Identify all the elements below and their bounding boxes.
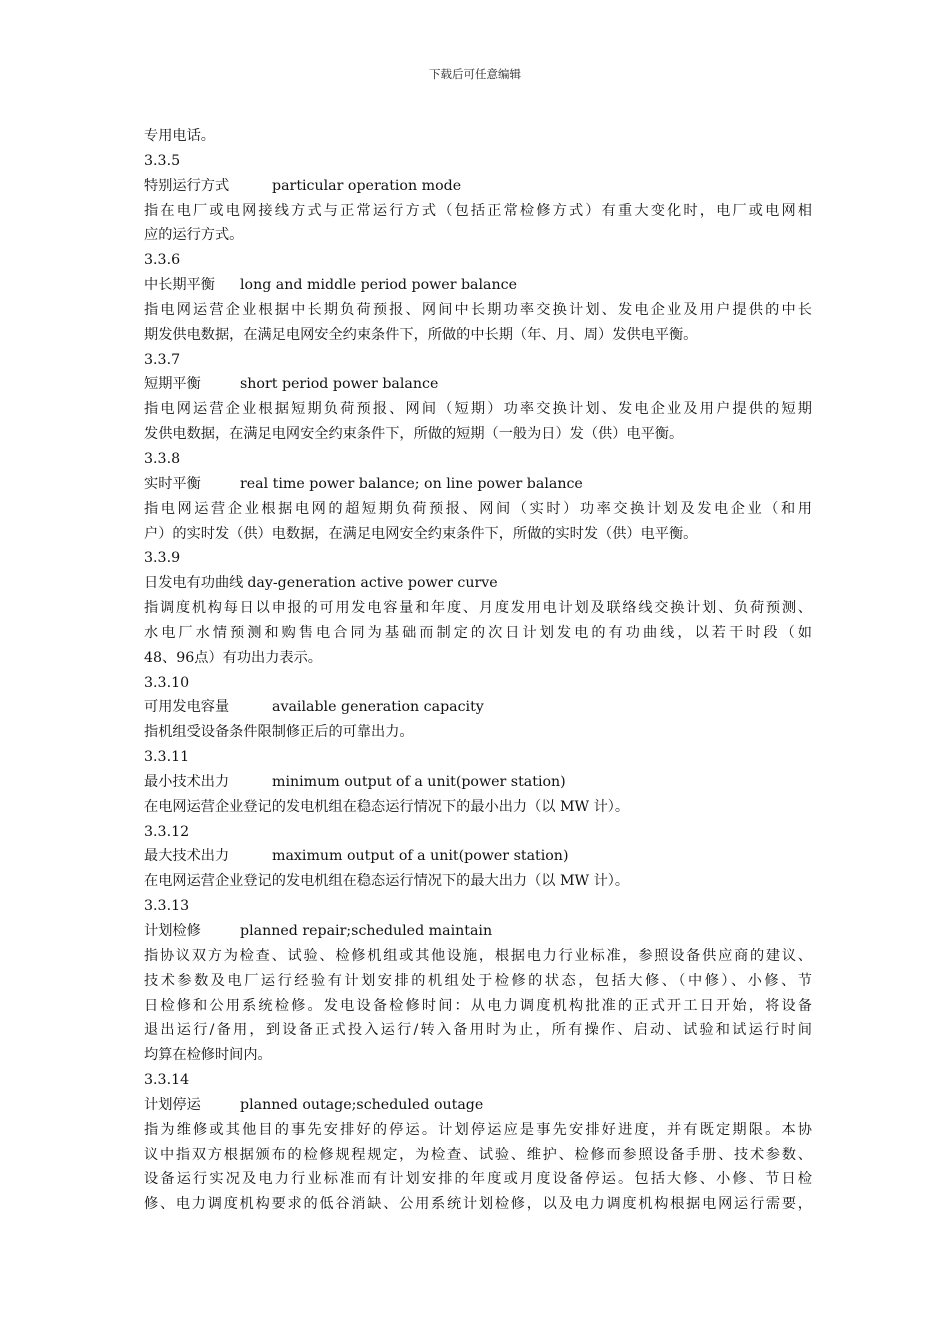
term-entry	[144, 348, 812, 447]
term-chinese: 实时平衡	[144, 475, 201, 492]
term-chinese: 最小技术出力	[144, 773, 230, 790]
term-entry	[144, 546, 812, 670]
definition-line: 指在电厂或电网接线方式与正常运行方式（包括正常检修方式）有重大变化时，电厂或电网相	[144, 202, 812, 219]
clause-number: 3.3.12	[144, 823, 190, 840]
definition-line: 在电网运营企业登记的发电机组在稳态运行情况下的最大出力（以 MW 计）。	[144, 873, 630, 890]
definition-line: 指协议双方为检查、试验、检修机组或其他设施，根据电力行业标准，参照设备供应商的建议、	[144, 947, 812, 964]
term-entry	[144, 447, 812, 546]
term-line	[144, 472, 812, 497]
clause-number: 3.3.14	[144, 1072, 190, 1089]
term-english: short period power balance	[240, 376, 439, 393]
clause-number: 3.3.9	[144, 550, 181, 567]
term-line	[144, 919, 812, 944]
definition-line: 指为维修或其他目的事先安排好的停运。计划停运应是事先安排好进度，并有既定期限。本协	[144, 1121, 812, 1138]
definition-line: 在电网运营企业登记的发电机组在稳态运行情况下的最小出力（以 MW 计）。	[144, 798, 630, 815]
term-english: day-generation active power curve	[247, 575, 498, 592]
term-english: minimum output of a unit(power station)	[272, 773, 566, 790]
clause-number: 3.3.13	[144, 898, 190, 915]
term-chinese: 中长期平衡	[144, 277, 215, 294]
term-chinese: 特别运行方式	[144, 177, 230, 194]
term-entry	[144, 820, 812, 895]
term-english: planned repair;scheduled maintain	[240, 923, 493, 939]
term-chinese: 日发电有功曲线	[144, 575, 244, 592]
definition-line: 指调度机构每日以申报的可用发电容量和年度、月度发用电计划及联络线交换计划、负荷预测、	[144, 600, 812, 617]
term-line	[144, 770, 812, 795]
definition-line: 技术参数及电厂运行经验有计划安排的机组处于检修的状态，包括大修、（中修）、小修、节	[144, 972, 812, 989]
term-line	[144, 695, 812, 720]
definition-line: 退出运行/备用，到设备正式投入运行/转入备用时为止，所有操作、启动、试验和试运行时间	[144, 1022, 812, 1039]
term-line	[144, 844, 812, 869]
term-english: available generation capacity	[272, 699, 484, 716]
term-chinese: 短期平衡	[144, 376, 201, 393]
definition-line: 修、电力调度机构要求的低谷消缺、公用系统计划检修，以及电力调度机构根据电网运行需要，	[144, 1196, 812, 1213]
definition-line: 设备运行实况及电力行业标准而有计划安排的年度或月度设备停运。包括大修、小修、节日检	[144, 1171, 812, 1188]
term-entry	[144, 671, 812, 746]
clause-number: 3.3.6	[144, 252, 181, 269]
definition-line: 指电网运营企业根据短期负荷预报、网间（短期）功率交换计划、发电企业及用户提供的短期	[144, 401, 812, 418]
definition-line: 指机组受设备条件限制修正后的可靠出力。	[144, 724, 414, 741]
term-english: planned outage;scheduled outage	[240, 1096, 484, 1113]
term-entry	[144, 248, 812, 347]
definition-line: 48、96点）有功出力表示。	[144, 649, 322, 666]
definition-line: 议中指双方根据颁布的检修规程规定，为检查、试验、维护、检修而参照设备手册、技术参数、	[144, 1146, 812, 1163]
definition-line: 期发供电数据，在满足电网安全约束条件下，所做的中长期（年、月、周）发供电平衡。	[144, 326, 698, 343]
term-chinese: 计划检修	[144, 923, 201, 939]
term-entry	[144, 1068, 812, 1217]
term-english: particular operation mode	[272, 177, 462, 194]
clause-number: 3.3.8	[144, 450, 181, 467]
term-entry	[144, 894, 812, 1068]
definition-line: 发供电数据，在满足电网安全约束条件下，所做的短期（一般为日）发（供）电平衡。	[144, 426, 684, 443]
term-english: maximum output of a unit(power station)	[272, 848, 569, 865]
term-english: real time power balance; on line power balance	[240, 475, 583, 492]
clause-number: 3.3.10	[144, 674, 190, 691]
term-chinese: 计划停运	[144, 1096, 201, 1113]
entries-container	[144, 149, 812, 1217]
definition-line: 均算在检修时间内。	[144, 1047, 272, 1064]
page-header: 下载后可任意编辑	[429, 67, 521, 81]
term-english: long and middle period power balance	[240, 277, 517, 294]
term-line	[144, 174, 812, 199]
term-line	[144, 571, 812, 596]
definition-line: 水电厂水情预测和购售电合同为基础而制定的次日计划发电的有功曲线，以若干时段（如	[144, 624, 812, 641]
term-chinese: 最大技术出力	[144, 848, 230, 865]
term-line	[144, 273, 812, 298]
intro-line: 专用电话。	[144, 128, 215, 144]
term-line	[144, 1093, 812, 1118]
term-entry	[144, 149, 812, 248]
definition-line: 指电网运营企业根据中长期负荷预报、网间中长期功率交换计划、发电企业及用户提供的中长	[144, 301, 812, 318]
clause-number: 3.3.11	[144, 749, 190, 766]
definition-line: 指电网运营企业根据电网的超短期负荷预报、网间（实时）功率交换计划及发电企业（和用	[144, 500, 812, 517]
clause-number: 3.3.7	[144, 351, 181, 368]
term-line	[144, 372, 812, 397]
term-entry	[144, 745, 812, 820]
definition-line: 日检修和公用系统检修。发电设备检修时间：从电力调度机构批准的正式开工日开始，将设备	[144, 997, 812, 1014]
clause-number: 3.3.5	[144, 152, 181, 169]
definition-line: 户）的实时发（供）电数据，在满足电网安全约束条件下，所做的实时发（供）电平衡。	[144, 525, 698, 542]
definition-line: 应的运行方式。	[144, 227, 244, 244]
term-chinese: 可用发电容量	[144, 699, 230, 716]
document-body	[144, 124, 812, 1217]
